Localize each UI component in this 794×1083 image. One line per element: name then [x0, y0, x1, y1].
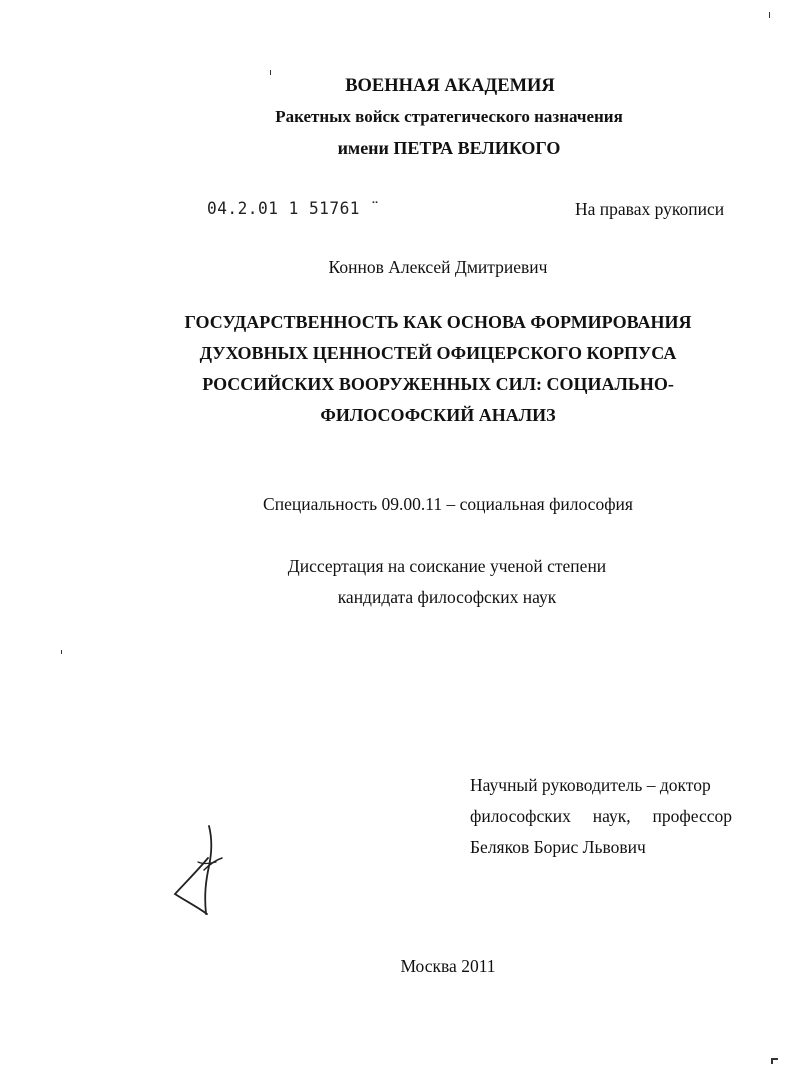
supervisor-science: наук, [592, 806, 631, 826]
dissertation-title [100, 307, 776, 431]
scan-speck [771, 1058, 773, 1064]
title-line: ДУХОВНЫХ ЦЕННОСТЕЙ ОФИЦЕРСКОГО КОРПУСА [199, 343, 677, 363]
degree-line-1: Диссертация на соискание ученой степени [287, 556, 607, 576]
title-line: ФИЛОСОФСКИЙ АНАЛИЗ [320, 405, 556, 425]
supervisor-field: философских [470, 806, 571, 826]
supervisor-line-2 [470, 801, 732, 832]
author-name: Коннов Алексей Дмитриевич [328, 257, 548, 277]
registration-number: 04.2.01 1 51761 ¨ [207, 199, 381, 219]
scan-speck [769, 12, 770, 18]
signature-stroke [175, 858, 208, 914]
supervisor-rank: профессор [652, 806, 732, 826]
signature-stroke [205, 826, 211, 914]
supervisor-line-1: Научный руководитель – доктор [470, 775, 711, 795]
degree-line-2: кандидата философских наук [337, 587, 557, 607]
supervisor-name: Беляков Борис Львович [470, 837, 646, 857]
place-year: Москва 2011 [400, 956, 496, 976]
academy-honor: имени ПЕТРА ВЕЛИКОГО [337, 138, 561, 158]
rights-note: На правах рукописи [575, 199, 725, 219]
supervisor-block [470, 770, 732, 863]
title-line: ГОСУДАРСТВЕННОСТЬ КАК ОСНОВА ФОРМИРОВАНИЯ [184, 312, 692, 332]
handwritten-signature [168, 822, 228, 920]
scan-speck [270, 70, 271, 75]
scan-speck [61, 650, 62, 654]
academy-name: ВОЕННАЯ АКАДЕМИЯ [345, 76, 555, 96]
specialty: Специальность 09.00.11 – социальная философия [263, 494, 633, 514]
signature-stroke [198, 862, 216, 864]
title-line: РОССИЙСКИХ ВООРУЖЕННЫХ СИЛ: СОЦИАЛЬНО- [202, 374, 674, 394]
academy-forces: Ракетных войск стратегического назначения [275, 107, 623, 126]
